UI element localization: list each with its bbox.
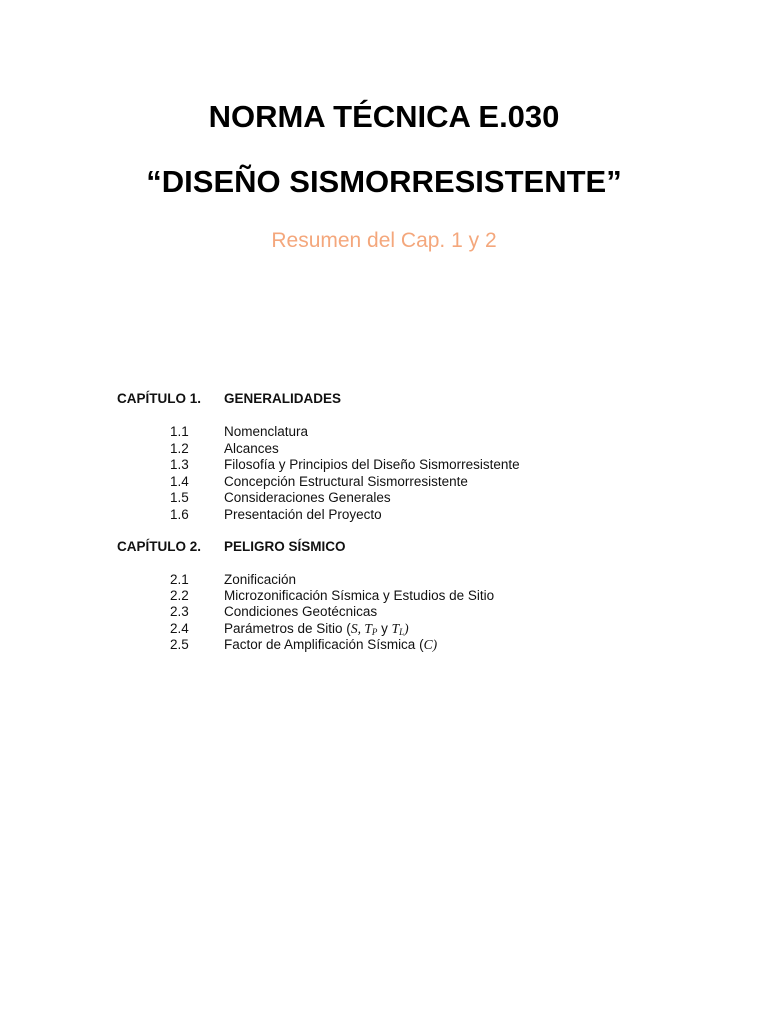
item-label: Nomenclatura	[224, 424, 309, 439]
document-subtitle-norm: “DISEÑO SISMORRESISTENTE”	[146, 164, 622, 199]
toc-item	[0, 473, 768, 490]
chapter-heading	[0, 390, 768, 408]
symbol-t: T	[391, 621, 400, 636]
subscript-p: P	[371, 627, 378, 637]
item-label: Concepción Estructural Sismorresistente	[224, 474, 468, 489]
chapter-heading	[0, 538, 768, 556]
toc-item	[0, 423, 768, 440]
toc-item	[0, 456, 768, 473]
chapter-title: GENERALIDADES	[224, 391, 342, 406]
item-label: Zonificación	[224, 572, 297, 587]
item-number: 2.4	[170, 621, 189, 636]
item-label-prefix: Parámetros de Sitio (	[224, 621, 351, 636]
item-number: 1.1	[170, 424, 189, 439]
document-title: NORMA TÉCNICA E.030	[208, 99, 560, 134]
subscript-l: L	[399, 627, 405, 637]
symbol-s: S	[350, 621, 358, 636]
item-label: Condiciones Geotécnicas	[224, 604, 378, 619]
toc-item	[0, 603, 768, 620]
symbol-t: T	[364, 621, 372, 636]
item-number: 1.2	[170, 441, 189, 456]
toc-item	[0, 620, 768, 637]
toc-item	[0, 506, 768, 523]
summary-subtitle: Resumen del Cap. 1 y 2	[271, 229, 497, 252]
item-number: 2.3	[170, 604, 189, 619]
item-label: Alcances	[224, 441, 279, 456]
toc-item	[0, 587, 768, 604]
item-label-suffix: )	[404, 621, 409, 636]
item-number: 2.1	[170, 572, 189, 587]
item-label: Presentación del Proyecto	[224, 507, 382, 522]
separator: ,	[357, 621, 365, 636]
item-label-prefix: Factor de Amplificación Sísmica (	[224, 637, 424, 652]
item-number: 2.5	[170, 637, 189, 652]
item-number: 2.2	[170, 588, 189, 603]
item-number: 1.6	[170, 507, 189, 522]
item-label: Filosofía y Principios del Diseño Sismorresistente	[224, 457, 520, 472]
chapter-number: CAPÍTULO 1.	[117, 391, 202, 406]
chapter-title: PELIGRO SÍSMICO	[224, 539, 346, 554]
item-label	[224, 636, 437, 653]
chapter-number: CAPÍTULO 2.	[117, 539, 202, 554]
toc-item	[0, 636, 768, 653]
item-label-suffix: )	[432, 637, 438, 652]
item-number: 1.5	[170, 490, 189, 505]
item-label: Consideraciones Generales	[224, 490, 391, 505]
separator: y	[377, 621, 392, 636]
item-label: Microzonificación Sísmica y Estudios de Sitio	[224, 588, 495, 603]
item-number: 1.3	[170, 457, 189, 472]
toc-item	[0, 440, 768, 457]
symbol-c: C	[423, 637, 433, 652]
toc-item	[0, 489, 768, 506]
toc-item	[0, 571, 768, 588]
item-number: 1.4	[170, 474, 189, 489]
